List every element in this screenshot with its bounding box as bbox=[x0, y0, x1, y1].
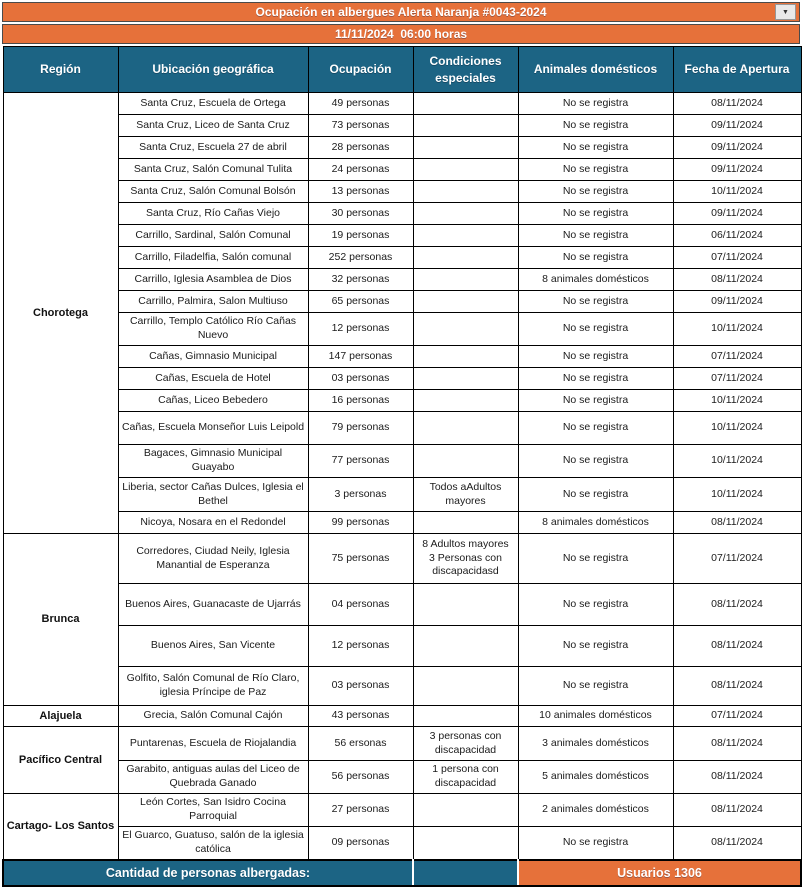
total-persons-label: Cantidad de personas albergadas: bbox=[3, 860, 413, 886]
cell-animales: No se registra bbox=[518, 159, 673, 181]
cell-ubicacion: Santa Cruz, Liceo de Santa Cruz bbox=[118, 115, 308, 137]
table-row bbox=[3, 706, 801, 727]
table-row bbox=[3, 512, 801, 534]
cell-animales: No se registra bbox=[518, 368, 673, 390]
cell-condiciones bbox=[413, 346, 518, 368]
cell-condiciones bbox=[413, 225, 518, 247]
cell-ocupacion: 13 personas bbox=[308, 181, 413, 203]
cell-ubicacion: Carrillo, Iglesia Asamblea de Dios bbox=[118, 269, 308, 291]
cell-ocupacion: 30 personas bbox=[308, 203, 413, 225]
cell-ubicacion: Puntarenas, Escuela de Riojalandia bbox=[118, 727, 308, 761]
cell-animales: 8 animales domésticos bbox=[518, 269, 673, 291]
cell-ubicacion: León Cortes, San Isidro Cocina Parroquial bbox=[118, 794, 308, 827]
cell-ocupacion: 27 personas bbox=[308, 794, 413, 827]
table-row bbox=[3, 794, 801, 827]
cell-animales: 2 animales domésticos bbox=[518, 794, 673, 827]
table-row bbox=[3, 225, 801, 247]
cell-fecha: 09/11/2024 bbox=[673, 159, 801, 181]
table-row bbox=[3, 203, 801, 225]
table-row bbox=[3, 626, 801, 667]
cell-ocupacion: 03 personas bbox=[308, 368, 413, 390]
table-row bbox=[3, 159, 801, 181]
region-cell: Pacífico Central bbox=[3, 727, 118, 794]
cell-animales: No se registra bbox=[518, 626, 673, 667]
cell-fecha: 08/11/2024 bbox=[673, 667, 801, 706]
cell-ocupacion: 77 personas bbox=[308, 445, 413, 478]
cell-condiciones bbox=[413, 137, 518, 159]
cell-ocupacion: 28 personas bbox=[308, 137, 413, 159]
cell-ocupacion: 99 personas bbox=[308, 512, 413, 534]
cell-ubicacion: Garabito, antiguas aulas del Liceo de Quebrada Ganado bbox=[118, 761, 308, 794]
cell-ubicacion: Santa Cruz, Escuela de Ortega bbox=[118, 93, 308, 115]
cell-ubicacion: Golfito, Salón Comunal de Río Claro, iglesia Príncipe de Paz bbox=[118, 667, 308, 706]
cell-ocupacion: 32 personas bbox=[308, 269, 413, 291]
cell-fecha: 07/11/2024 bbox=[673, 368, 801, 390]
cell-fecha: 07/11/2024 bbox=[673, 247, 801, 269]
cell-condiciones: Todos aAdultos mayores bbox=[413, 478, 518, 512]
column-header-4: Condiciones especiales bbox=[413, 47, 518, 93]
table-row bbox=[3, 115, 801, 137]
column-header-row bbox=[3, 47, 801, 93]
cell-ocupacion: 49 personas bbox=[308, 93, 413, 115]
cell-ubicacion: Cañas, Escuela de Hotel bbox=[118, 368, 308, 390]
chevron-down-icon: ▼ bbox=[782, 8, 789, 16]
cell-ocupacion: 24 personas bbox=[308, 159, 413, 181]
region-cell: Brunca bbox=[3, 534, 118, 706]
cell-ocupacion: 12 personas bbox=[308, 626, 413, 667]
cell-condiciones bbox=[413, 390, 518, 412]
cell-condiciones bbox=[413, 159, 518, 181]
cell-fecha: 10/11/2024 bbox=[673, 445, 801, 478]
cell-animales: No se registra bbox=[518, 390, 673, 412]
cell-fecha: 08/11/2024 bbox=[673, 269, 801, 291]
cell-animales: No se registra bbox=[518, 291, 673, 313]
column-header-6: Fecha de Apertura bbox=[673, 47, 801, 93]
cell-fecha: 07/11/2024 bbox=[673, 534, 801, 584]
cell-ubicacion: Santa Cruz, Salón Comunal Bolsón bbox=[118, 181, 308, 203]
summary-row bbox=[3, 860, 801, 886]
cell-ubicacion: Carrillo, Templo Católico Río Cañas Nuevo bbox=[118, 313, 308, 346]
column-header-5: Animales domésticos bbox=[518, 47, 673, 93]
cell-ocupacion: 56 personas bbox=[308, 761, 413, 794]
table-row bbox=[3, 181, 801, 203]
region-cell: Chorotega bbox=[3, 93, 118, 534]
cell-fecha: 09/11/2024 bbox=[673, 203, 801, 225]
cell-ocupacion: 03 personas bbox=[308, 667, 413, 706]
cell-ubicacion: Carrillo, Sardinal, Salón Comunal bbox=[118, 225, 308, 247]
cell-fecha: 08/11/2024 bbox=[673, 512, 801, 534]
table-row bbox=[3, 727, 801, 761]
cell-ubicacion: El Guarco, Guatuso, salón de la iglesia católica bbox=[118, 827, 308, 860]
summary-empty-cell bbox=[413, 860, 518, 886]
table-row bbox=[3, 445, 801, 478]
report-datetime: 11/11/2024 06:00 horas bbox=[334, 27, 468, 41]
table-row bbox=[3, 534, 801, 584]
cell-ubicacion: Cañas, Escuela Monseñor Luis Leipold bbox=[118, 412, 308, 445]
cell-condiciones bbox=[413, 584, 518, 626]
cell-ocupacion: 65 personas bbox=[308, 291, 413, 313]
cell-fecha: 08/11/2024 bbox=[673, 794, 801, 827]
date-bar bbox=[2, 24, 800, 44]
cell-condiciones bbox=[413, 706, 518, 727]
cell-condiciones: 3 personas con discapacidad bbox=[413, 727, 518, 761]
cell-animales: No se registra bbox=[518, 203, 673, 225]
cell-animales: No se registra bbox=[518, 247, 673, 269]
cell-fecha: 07/11/2024 bbox=[673, 706, 801, 727]
table-row bbox=[3, 291, 801, 313]
cell-animales: No se registra bbox=[518, 346, 673, 368]
cell-animales: 5 animales domésticos bbox=[518, 761, 673, 794]
cell-animales: No se registra bbox=[518, 584, 673, 626]
cell-condiciones bbox=[413, 667, 518, 706]
region-cell: Alajuela bbox=[3, 706, 118, 727]
cell-animales: No se registra bbox=[518, 181, 673, 203]
cell-ocupacion: 147 personas bbox=[308, 346, 413, 368]
cell-ocupacion: 73 personas bbox=[308, 115, 413, 137]
cell-animales: No se registra bbox=[518, 313, 673, 346]
table-row bbox=[3, 584, 801, 626]
table-row bbox=[3, 390, 801, 412]
cell-condiciones bbox=[413, 626, 518, 667]
cell-fecha: 08/11/2024 bbox=[673, 827, 801, 860]
cell-animales: No se registra bbox=[518, 827, 673, 860]
cell-fecha: 08/11/2024 bbox=[673, 761, 801, 794]
cell-animales: No se registra bbox=[518, 445, 673, 478]
cell-animales: No se registra bbox=[518, 534, 673, 584]
table-row bbox=[3, 667, 801, 706]
cell-animales: No se registra bbox=[518, 478, 673, 512]
region-cell: Cartago- Los Santos bbox=[3, 794, 118, 860]
column-header-2: Ubicación geográfica bbox=[118, 47, 308, 93]
cell-fecha: 08/11/2024 bbox=[673, 727, 801, 761]
cell-condiciones: 8 Adultos mayores 3 Personas con discapacidasd bbox=[413, 534, 518, 584]
title-bar bbox=[2, 2, 800, 22]
cell-condiciones bbox=[413, 269, 518, 291]
cell-ocupacion: 09 personas bbox=[308, 827, 413, 860]
table-row bbox=[3, 412, 801, 445]
column-header-3: Ocupación bbox=[308, 47, 413, 93]
cell-condiciones bbox=[413, 181, 518, 203]
cell-ocupacion: 12 personas bbox=[308, 313, 413, 346]
cell-condiciones bbox=[413, 368, 518, 390]
table-row bbox=[3, 478, 801, 512]
cell-fecha: 10/11/2024 bbox=[673, 412, 801, 445]
cell-fecha: 07/11/2024 bbox=[673, 346, 801, 368]
cell-ubicacion: Nicoya, Nosara en el Redondel bbox=[118, 512, 308, 534]
cell-ubicacion: Liberia, sector Cañas Dulces, Iglesia el Bethel bbox=[118, 478, 308, 512]
cell-condiciones bbox=[413, 291, 518, 313]
cell-fecha: 09/11/2024 bbox=[673, 115, 801, 137]
cell-animales: No se registra bbox=[518, 412, 673, 445]
cell-ocupacion: 3 personas bbox=[308, 478, 413, 512]
cell-condiciones bbox=[413, 445, 518, 478]
table-row bbox=[3, 313, 801, 346]
cell-ubicacion: Bagaces, Gimnasio Municipal Guayabo bbox=[118, 445, 308, 478]
cell-ubicacion: Buenos Aires, San Vicente bbox=[118, 626, 308, 667]
cell-fecha: 06/11/2024 bbox=[673, 225, 801, 247]
table-row bbox=[3, 368, 801, 390]
cell-fecha: 08/11/2024 bbox=[673, 626, 801, 667]
cell-fecha: 09/11/2024 bbox=[673, 291, 801, 313]
cell-ubicacion: Grecia, Salón Comunal Cajón bbox=[118, 706, 308, 727]
cell-fecha: 10/11/2024 bbox=[673, 390, 801, 412]
column-header-1: Región bbox=[3, 47, 118, 93]
cell-animales: 10 animales domésticos bbox=[518, 706, 673, 727]
cell-animales: No se registra bbox=[518, 137, 673, 159]
cell-ocupacion: 252 personas bbox=[308, 247, 413, 269]
cell-ocupacion: 19 personas bbox=[308, 225, 413, 247]
cell-condiciones bbox=[413, 247, 518, 269]
cell-ubicacion: Cañas, Gimnasio Municipal bbox=[118, 346, 308, 368]
table-row bbox=[3, 137, 801, 159]
cell-ubicacion: Cañas, Liceo Bebedero bbox=[118, 390, 308, 412]
cell-condiciones: 1 persona con discapacidad bbox=[413, 761, 518, 794]
cell-animales: No se registra bbox=[518, 667, 673, 706]
cell-condiciones bbox=[413, 93, 518, 115]
cell-ocupacion: 04 personas bbox=[308, 584, 413, 626]
cell-ubicacion: Santa Cruz, Río Cañas Viejo bbox=[118, 203, 308, 225]
cell-ubicacion: Carrillo, Filadelfia, Salón comunal bbox=[118, 247, 308, 269]
cell-fecha: 09/11/2024 bbox=[673, 137, 801, 159]
cell-condiciones bbox=[413, 313, 518, 346]
cell-condiciones bbox=[413, 412, 518, 445]
table-row bbox=[3, 247, 801, 269]
cell-condiciones bbox=[413, 794, 518, 827]
cell-fecha: 10/11/2024 bbox=[673, 181, 801, 203]
cell-ocupacion: 75 personas bbox=[308, 534, 413, 584]
cell-fecha: 10/11/2024 bbox=[673, 313, 801, 346]
cell-animales: No se registra bbox=[518, 115, 673, 137]
cell-fecha: 08/11/2024 bbox=[673, 584, 801, 626]
cell-fecha: 08/11/2024 bbox=[673, 93, 801, 115]
cell-ubicacion: Santa Cruz, Escuela 27 de abril bbox=[118, 137, 308, 159]
cell-animales: 8 animales domésticos bbox=[518, 512, 673, 534]
table-row bbox=[3, 346, 801, 368]
table-row bbox=[3, 269, 801, 291]
cell-condiciones bbox=[413, 115, 518, 137]
cell-fecha: 10/11/2024 bbox=[673, 478, 801, 512]
shelter-table bbox=[2, 46, 802, 887]
cell-ubicacion: Corredores, Ciudad Neily, Iglesia Manantial de Esperanza bbox=[118, 534, 308, 584]
cell-ubicacion: Buenos Aires, Guanacaste de Ujarrás bbox=[118, 584, 308, 626]
title-dropdown-button[interactable] bbox=[775, 4, 796, 20]
cell-condiciones bbox=[413, 203, 518, 225]
cell-ubicacion: Carrillo, Palmira, Salon Multiuso bbox=[118, 291, 308, 313]
table-row bbox=[3, 827, 801, 860]
report-title: Ocupación en albergues Alerta Naranja #0043-2024 bbox=[255, 5, 547, 19]
cell-ocupacion: 56 ersonas bbox=[308, 727, 413, 761]
cell-ocupacion: 43 personas bbox=[308, 706, 413, 727]
cell-animales: No se registra bbox=[518, 225, 673, 247]
total-users-badge: Usuarios 1306 bbox=[518, 860, 801, 886]
cell-animales: 3 animales domésticos bbox=[518, 727, 673, 761]
table-row bbox=[3, 761, 801, 794]
cell-condiciones bbox=[413, 512, 518, 534]
cell-ubicacion: Santa Cruz, Salón Comunal Tulita bbox=[118, 159, 308, 181]
cell-animales: No se registra bbox=[518, 93, 673, 115]
cell-ocupacion: 79 personas bbox=[308, 412, 413, 445]
cell-condiciones bbox=[413, 827, 518, 860]
table-row bbox=[3, 93, 801, 115]
cell-ocupacion: 16 personas bbox=[308, 390, 413, 412]
